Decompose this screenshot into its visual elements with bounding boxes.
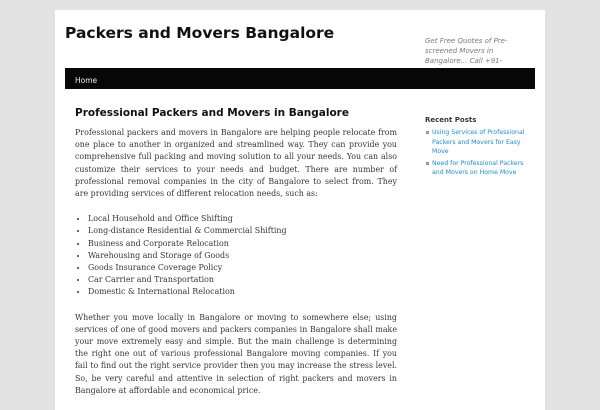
list-item: • Warehousing and Storage of Goods xyxy=(88,250,397,262)
recent-posts-list xyxy=(425,128,535,178)
article-body: Whether you move locally in Bangalore or moving to somewhere else; using services of one of good movers and packers companies in Bangalore shall make your move extremely easy and simple. But the main challenge is determining the right one out of various professional Bangalore moving companies. If you fail to find out the right service provider then you may increase the stress level. So, be very careful and attentive in selection of right packers and movers in Bangalore at affordable and economical price. xyxy=(75,312,397,395)
recent-post-link[interactable]: Using Services of Professional Packers and Movers for Easy Move xyxy=(432,129,525,156)
list-item: • Car Carrier and Transportation xyxy=(88,274,397,286)
list-item: • Long-distance Residential & Commercial Shifting xyxy=(88,225,397,237)
article-content xyxy=(75,107,397,397)
site-description: Get Free Quotes of Pre-screened Movers in Bangalore... Call +91- xyxy=(425,37,508,65)
recent-post-link[interactable]: Need for Professional Packers and Movers on Home Move xyxy=(432,159,524,177)
site-title[interactable]: Packers and Movers Bangalore xyxy=(65,24,335,42)
page-container xyxy=(55,10,545,410)
nav-item-home[interactable]: Home xyxy=(75,76,98,85)
recent-post-item xyxy=(432,159,535,178)
list-item: • Domestic & International Relocation xyxy=(88,286,397,298)
article-title[interactable]: Professional Packers and Movers in Bangalore xyxy=(75,107,349,119)
widget-title: Recent Posts xyxy=(425,116,477,124)
recent-posts-widget xyxy=(425,116,535,180)
main-navigation xyxy=(65,68,535,89)
list-item: • Local Household and Office Shifting xyxy=(88,213,397,225)
article-intro: Professional packers and movers in Bangalore are helping people relocate from one place to another in organized and streamlined way. They can provide you comprehensive full packing and moving solution to all your needs. You can also customize their services to your needs and budget. There are number of professional removal companies in the city of Bangalore to select from. They are providing services of different relocation needs, such as: xyxy=(75,128,397,199)
list-item: • Goods Insurance Coverage Policy xyxy=(88,262,397,274)
recent-post-item xyxy=(432,128,535,157)
list-item: • Business and Corporate Relocation xyxy=(88,238,397,250)
services-list xyxy=(75,213,397,298)
